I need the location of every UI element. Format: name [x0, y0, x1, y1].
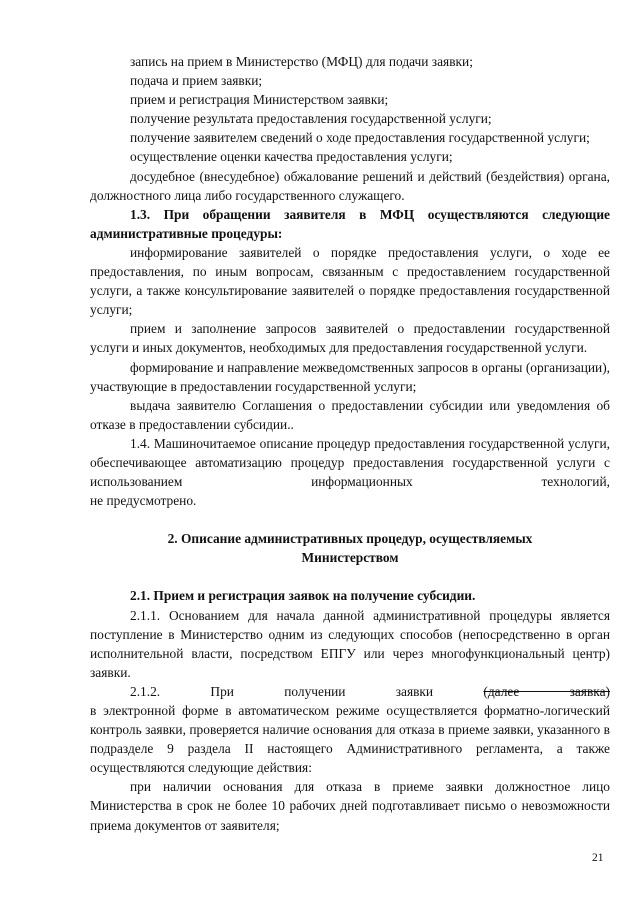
paragraph-result: получение результата предоставления государственной услуги;: [130, 111, 492, 127]
paragraph-appeal: досудебное (внесудебное) обжалование решений и действий (бездействия) органа, должностного лица либо государственного служащего.: [90, 168, 610, 203]
section-1-4-tail: не предусмотрено.: [90, 493, 197, 509]
page-number: 21: [592, 852, 604, 864]
spacer: [90, 510, 610, 529]
section-2-1-heading: 2.1. Прием и регистрация заявок на получение субсидии.: [130, 588, 476, 604]
section-2-1-1: 2.1.1. Основанием для начала данной административной процедуры является поступление в Министерство одним из следующих способов (непосредственно в орган исполнительной власти, посредством ЕПГУ или через многофункциональный центр) заявки.: [90, 607, 610, 680]
spacer: [90, 567, 610, 586]
paragraph-submission: подача и прием заявки;: [130, 73, 263, 89]
section-1-3-item: выдача заявителю Соглашения о предоставлении субсидии или уведомления об отказе в предоставлении субсидии..: [90, 397, 610, 432]
paragraph-progress-info: получение заявителем сведений о ходе предоставления государственной услуги;: [130, 130, 590, 146]
chapter-2-title-line2: Министерством: [301, 550, 399, 566]
section-1-4-text: 1.4. Машиночитаемое описание процедур предоставления государственной услуги, обеспечивающее автоматизацию процедур предоставления государственной услуги с использованием информационных технологий,: [90, 435, 610, 490]
section-1-3-heading: 1.3. При обращении заявителя в МФЦ осуществляются следующие административные процедуры:: [90, 206, 610, 241]
chapter-2-title: [90, 529, 610, 567]
section-2-1-2-start: 2.1.2. При получении заявки: [130, 683, 434, 699]
section-1-3-item: формирование и направление межведомственных запросов в органы (организации), участвующие в предоставлении государственной услуги;: [90, 359, 610, 394]
section-1-3-item: информирование заявителей о порядке предоставления услуги, о ходе ее предоставления, по иным вопросам, связанным с предоставлением государственной услуги, а также консультирование заявителей о порядке предоставления государственной услуги;: [90, 244, 610, 318]
section-2-1-2-rest: в электронной форме в автоматическом режиме осуществляется форматно-логический контроль заявки, проверяется наличие основания для отказа в приеме заявки, указанного в подразделе 9 раздела II настоящего Административного регламента, а также осуществляются следующие действия:: [90, 703, 610, 776]
struck-text: (далее заявка): [483, 683, 610, 699]
chapter-2-title-line1: 2. Описание административных процедур, осуществляемых: [167, 531, 533, 547]
paragraph-registration: прием и регистрация Министерством заявки;: [130, 92, 389, 108]
section-2-1-2-action: при наличии основания для отказа в приеме заявки должностное лицо Министерства в срок не более 10 рабочих дней подготавливает письмо о невозможности приема документов от заявителя;: [90, 779, 610, 833]
paragraph-quality-assessment: осуществление оценки качества предоставления услуги;: [130, 149, 453, 165]
document-body: [90, 52, 610, 835]
section-2-1-2-first-line: [90, 682, 610, 701]
paragraph-appointment: запись на прием в Министерство (МФЦ) для подачи заявки;: [130, 54, 473, 69]
section-1-3-item: прием и заполнение запросов заявителей о предоставлении государственной услуги и иных документов, необходимых для предоставления государственной услуги.: [90, 321, 610, 356]
